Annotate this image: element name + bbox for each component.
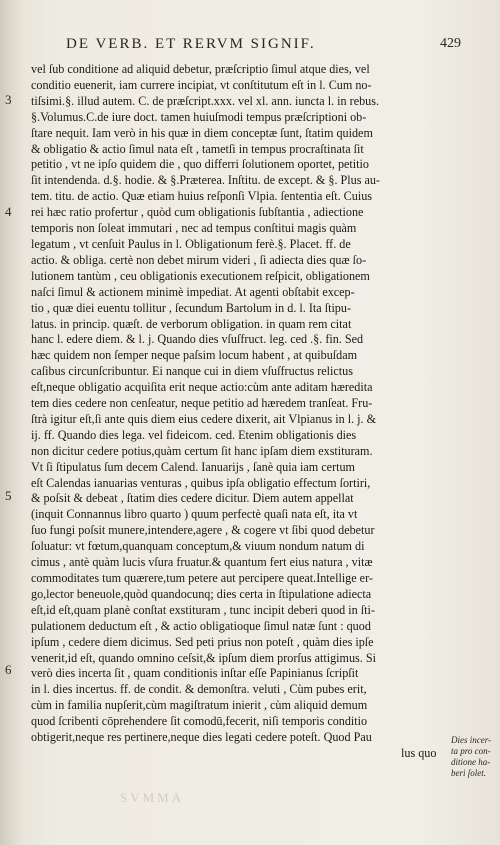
text-line: tem dies cedere non cenſeatur, neque petitio ad hæredem tranſeat. Fru-: [31, 396, 373, 411]
text-line: petitio , vt ne ipſo quidem die , quo differri ſolutionem oportet, petitio: [31, 157, 369, 172]
text-line: quod ſcribenti cōprehendere ſit comodū,fecerit, niſi temporis conditio: [31, 714, 368, 729]
margin-note: [451, 735, 497, 779]
text-line: go,lector beneuole,quòd quandocunq; dies certa in ſtipulatione adiecta: [31, 586, 372, 601]
bleed-through-text: SVMMA: [120, 790, 185, 805]
margin-number: 4: [5, 204, 12, 219]
text-line: eſt,id eſt,quam planè conſtat exstituram , tunc incipit deberi quod in ſti-: [31, 602, 375, 617]
text-line: & obligatio & actio ſimul nata eſt , tametſi in tempus procraſtinata ſit: [31, 141, 364, 156]
text-line: tio , quæ diei euentu tollitur , ſecundum Bartolum in d. l. Ita ſtipu-: [31, 300, 351, 315]
text-line: cùm in familia nupſerit,cùm magiſtratum inierit , cùm aliquid demum: [31, 698, 368, 713]
text-line: in l. dies incertus. ff. de condit. & demonſtra. veluti , Cùm pubes erit,: [31, 682, 367, 697]
text-line: actio. & obliga. certè non debet mirum videri , ſi adiecta dies quæ ſo-: [31, 252, 367, 267]
text-line: tem. titu. de actio. Quæ etiam huius reſponſi Vlpia. ſententia eſt. Cuius: [31, 189, 373, 204]
margin-number: 3: [5, 92, 12, 107]
margin-number: 6: [5, 662, 12, 677]
body-text: [31, 62, 446, 762]
text-line: ſoluatur: vt fœtum,quanquam conceptum,& viuum nondum natum di: [31, 539, 365, 554]
text-line: cimus , antè quàm lucis vſura fruatur.& quantum fert eius natura , vitæ: [31, 555, 373, 570]
text-line: non dicitur cedere potius,quàm certum ſit hanc ipſam diem exstituram.: [31, 443, 373, 458]
margin-note-line: Dies incer-: [451, 735, 492, 745]
text-line: ſtrà igitur eſt,ſi ante quis diem eius cedere dixerit, ait Vlpianus in l. j. &: [31, 411, 377, 426]
text-line: lutionem tantùm , ceu obligationis executionem reſpicit, obligationem: [31, 268, 370, 283]
text-line: & poſsit & debeat , ſtatim dies cedere dicitur. Diem autem appellat: [31, 491, 354, 506]
text-line: eſt,neque obligatio acquiſita erit neque actio:cùm ante aditam hæredita: [31, 380, 373, 395]
margin-note-line: beri ſolet.: [451, 768, 486, 778]
text-line: ſit intendenda. d.§. hodie. & §.Præterea. Inſtitu. de except. & §. Plus au-: [31, 173, 380, 188]
text-line: hæc quidem non ſemper neque paſsim locum habent , at quibuſdam: [31, 348, 358, 363]
text-line: Vt ſi ſtipulatus ſum decem Calend. Ianuarijs , ſanè quia iam certum: [31, 459, 355, 474]
page-number: 429: [440, 36, 461, 51]
text-line: verò dies incerta ſit , quam conditionis inſtar eſſe Papinianus ſcripſit: [31, 666, 359, 681]
text-line: commoditates tum quærere,tum petere aut percipere queat.Intellige er-: [31, 571, 373, 585]
margin-number: 5: [5, 488, 12, 503]
text-line: pulationem deductum eſt , & actio obligatioque ſimul natæ ſunt : quod: [31, 618, 371, 633]
text-line: caſibus circunſcribuntur. Ei nanque cui in diem vſuſfructus relictus: [31, 364, 353, 379]
text-line: eſt Calendas ianuarias venturas , quibus ipſa obligatio effectum ſortiri,: [31, 475, 371, 490]
text-line: conditio euenerit, iam currere incipiat, vt conſtitutum eſt in l. Cum no-: [31, 77, 372, 92]
text-line: ſtare nequit. Iam verò in his quæ in diem conceptæ ſunt, ſtatim quidem: [31, 125, 373, 140]
text-line: vel ſub conditione ad aliquid debetur, præſcriptio ſimul atque dies, vel: [31, 62, 370, 76]
text-line: venerit,id eſt, quando omnino ceſsit,& ipſum diem prorſus attigimus. Si: [31, 650, 376, 665]
text-line: ſuo fungi poſsit munere,intendere,agere , & cogere vt ſibi quod debetur: [31, 523, 375, 538]
margin-note-line: ta pro con-: [451, 746, 491, 756]
text-line: tiſsimi.§. illud autem. C. de præſcript.xxx. vel xl. ann. iuncta l. in rebus.: [31, 93, 379, 108]
text-line: latus. in princip. quæſt. de verborum obligation. in quam rem citat: [31, 316, 352, 331]
text-line: legatum , vt cenſuit Paulus in l. Obligationum ferè.§. Placet. ff. de: [31, 236, 351, 251]
text-line: (inquit Connannus libro quarto ) quum perfectè quaſi nata eſt, ita vt: [31, 507, 358, 522]
running-head: DE VERB. ET RERVM SIGNIF.: [66, 36, 316, 52]
text-line: §.Volumus.C.de iure doct. tamen huiuſmodi tempus præſcriptioni ob-: [31, 109, 367, 124]
text-line: temporis non ſoleat immutari , nec ad tempus conſtitui magis quàm: [31, 221, 357, 236]
text-line: naſci ſimul & actionem minimè impediat. At agenti obſtabit excep-: [31, 284, 355, 299]
text-line: obtigerit,neque res pertinere,neque dies legati cedere poteſt. Quod Pau: [31, 730, 372, 745]
text-line: ipſum , cedere diem dicimus. Sed peti prius non poteſt , quàm dies ipſe: [31, 634, 374, 649]
margin-note-line: ditione ha-: [451, 757, 491, 767]
text-line: ij. ff. Quando dies lega. vel fideicom. ced. Etenim obligationis dies: [31, 427, 357, 442]
text-line: hanc l. edere diem. & l. j. Quando dies vſuſfruct. leg. ced .§. fin. Sed: [31, 332, 364, 347]
text-line: rei hæc ratio profertur , quòd cum obligationis ſubſtantia , adiectione: [31, 205, 364, 220]
catchword-line: lus quo: [401, 745, 437, 760]
